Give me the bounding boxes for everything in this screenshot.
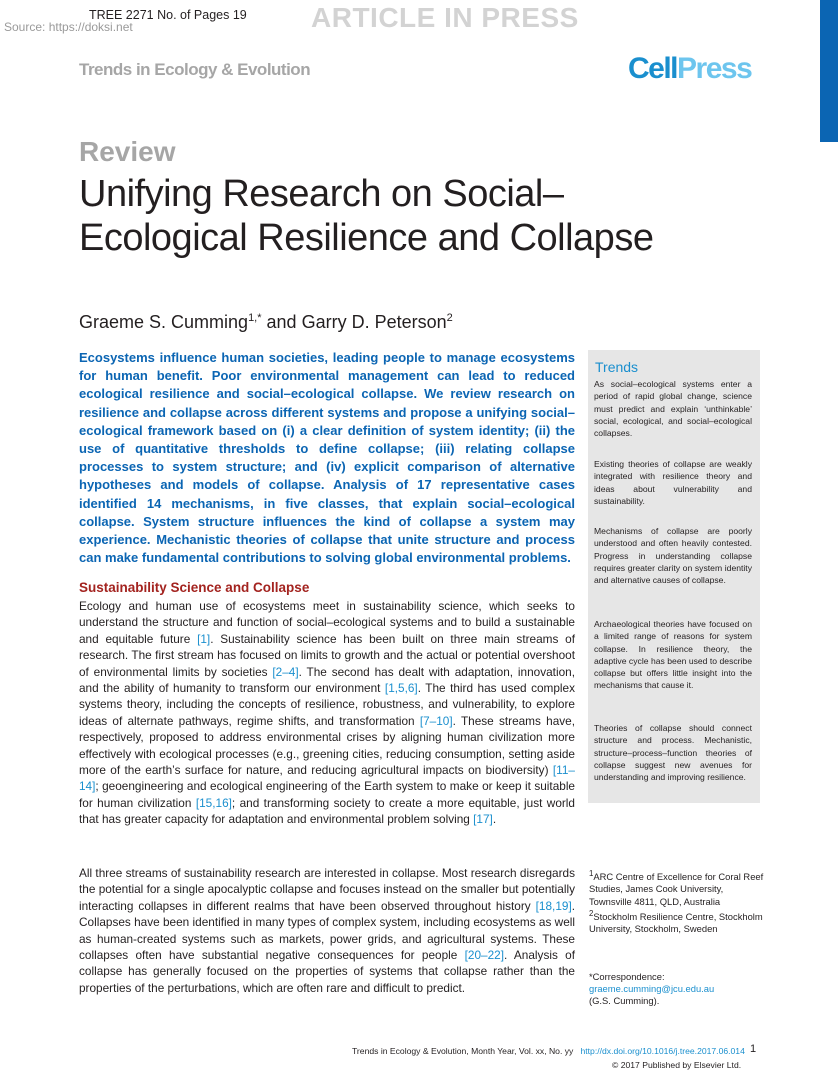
trend-item: As social–ecological systems enter a period of rapid global change, science must predict and explain ‘unthinkable’ social, ecological, and social–ecological collapses. (594, 379, 752, 439)
affiliation-1 (589, 868, 764, 908)
author-1-affiliation: 1,* (248, 312, 262, 324)
logo-press-text: Press (677, 52, 752, 85)
citation-link[interactable]: [15,16] (195, 795, 232, 810)
correspondence-label: *Correspondence: (589, 971, 665, 982)
text-run: . The third has used complex systems theory, including the concepts of resilience, robustness, and vulnerability, to explore ideas of alternate pathways, regime shifts, and transformation (79, 681, 575, 728)
citation-link[interactable]: [17] (473, 812, 493, 827)
citation-link[interactable]: [1] (197, 631, 211, 646)
text-run: . Analysis of collapse has generally focused on the properties of systems that collapse rather than the properties of the perturbations, which are often rare and difficult to predict. (79, 948, 575, 995)
page-number: 1 (750, 1043, 757, 1055)
author-1: Graeme S. Cumming (79, 312, 249, 332)
manuscript-meta: TREE 2271 No. of Pages 19 (89, 8, 247, 22)
affiliation-2-text: Stockholm Resilience Centre, Stockholm University, Stockholm, Sweden (589, 910, 763, 935)
cellpress-logo (628, 52, 751, 86)
citation-link[interactable]: [20–22] (464, 948, 505, 963)
author-2: and Garry D. Peterson (261, 312, 447, 332)
author-2-affiliation: 2 (446, 312, 453, 324)
text-run: . Sustainability science has been built on three main streams of research. The first stream has focused on limits to growth and the actual or potential overshoot of environmental limits by societies (79, 631, 575, 679)
logo-cell-text: Cell (628, 52, 678, 85)
correspondence-name: (G.S. Cumming). (589, 995, 660, 1007)
text-run: ; and transforming society to create a more equitable, just world that has greater capacity for adaptation and environmental problem solving (79, 795, 575, 827)
abstract: Ecosystems influence human societies, leading people to manage ecosystems for human benefit. Poor environmental management can lead to reduced ecological resilience and social–ecological collapse. We review research on resilience and collapse across different systems and propose a unifying social–ecological framework based on (i) a clear definition of system identity; (ii) the use of quantitative thresholds to define collapse; (iii) relating collapse processes to system structure; and (iv) explicit comparison of alternative hypotheses and models of collapse. Analysis of 17 representative cases identified 14 mechanisms, in five classes, that explain social–ecological collapse. System structure influences the kind of collapse a system may experience. Mechanistic theories of collapse that unite structure and process can make fundamental contributions to solving global environmental problems. (79, 350, 575, 566)
footer-journal-citation: Trends in Ecology & Evolution, Month Year, Vol. xx, No. yy (352, 1046, 574, 1056)
affiliation-1-marker: 1 (589, 869, 594, 878)
text-run: All three streams of sustainability research are interested in collapse. Most research disregards the potential for a single apocalyptic collapse and focuses instead on the smaller but potentially interacting collapses in different realms that have been observed throughout history (79, 866, 575, 913)
citation-link[interactable]: [7–10] (419, 713, 453, 728)
doi-link[interactable]: http://dx.doi.org/10.1016/j.tree.2017.06.014 (580, 1046, 745, 1056)
trend-item: Theories of collapse should connect structure and process. Mechanistic, structure–process–function theories of collapse suggest new avenues for understanding and improving resilience. (594, 723, 752, 783)
journal-color-bar (820, 0, 838, 142)
source-url: Source: https://doksi.net (4, 20, 133, 34)
copyright: © 2017 Published by Elsevier Ltd. (612, 1060, 742, 1070)
trend-item: Archaeological theories have focused on a limited range of reasons for system collapse. In resilience theory, the adaptive cycle has been used to describe collapse but offers little insight into the mechanisms that cause it. (594, 619, 752, 691)
correspondence (589, 971, 764, 1008)
body-paragraph-2 (79, 865, 575, 996)
affiliation-1-text: ARC Centre of Excellence for Coral Reef Studies, James Cook University, Townsville 4811, QLD, Australia (589, 871, 764, 907)
affiliations (589, 868, 764, 935)
text-run: Ecology and human use of ecosystems meet in sustainability science, which seeks to understand the structure and function of social–ecological systems and to build a sustainable and equitable future (79, 599, 575, 646)
trends-sidebar (588, 350, 760, 803)
correspondence-email[interactable]: graeme.cumming@jcu.edu.au (589, 983, 715, 995)
text-run: . These streams have, respectively, proposed to address environmental crises by aligning human civilization more effectively with ecological processes (e.g., greening cities, reducing consumption, setting aside more of the earth’s surface for nature, and reducing agricultural impacts on biodiversity) (79, 713, 575, 778)
citation-link[interactable]: [18,19] (535, 898, 572, 913)
text-run: ; geoengineering and ecological engineering of the Earth system to make or keep it suitable for human civilization (79, 779, 575, 810)
text-run: . The second has dealt with adaptation, innovation, and the ability of humanity to transform our environment (79, 664, 575, 696)
text-run: . Collapses have been identified in many types of complex system, including ecosystems as well as human-created systems such as markets, power grids, and agricultural systems. These collapses often have substantial negative consequences for people (79, 898, 575, 963)
author-line (79, 312, 453, 333)
citation-link[interactable]: [2–4] (272, 664, 299, 679)
section-heading: Sustainability Science and Collapse (79, 580, 310, 595)
footer-citation (352, 1046, 745, 1056)
citation-link[interactable]: [1,5,6] (384, 681, 418, 696)
article-in-press-banner: ARTICLE IN PRESS (311, 2, 579, 33)
trend-item: Mechanisms of collapse are poorly understood and often heavily contested. Progress in understanding collapse requires greater clarity on system identity and alternative causes of collapse. (594, 526, 752, 586)
trend-item: Existing theories of collapse are weakly integrated with resilience theory and ideas about vulnerability and sustainability. (594, 459, 752, 506)
body-paragraph-1 (79, 598, 575, 828)
article-title: Unifying Research on Social–Ecological Resilience and Collapse (79, 173, 654, 259)
trends-title: Trends (595, 359, 639, 375)
text-run: . (492, 812, 497, 827)
citation-link[interactable]: [11–14] (79, 763, 575, 794)
affiliation-2 (589, 908, 764, 936)
journal-name: Trends in Ecology & Evolution (79, 60, 311, 79)
affiliation-2-marker: 2 (589, 908, 594, 918)
article-type: Review (79, 136, 176, 167)
